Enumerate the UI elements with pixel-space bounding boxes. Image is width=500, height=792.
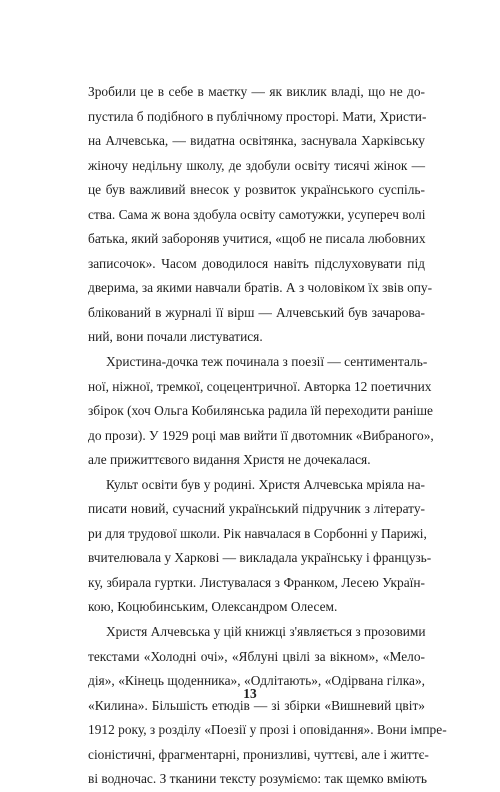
text-line: сіоністичні, фрагментарні, пронизливі, чуттєві, але і життє- — [88, 746, 429, 762]
text-line: ку, збирала гуртки. Листувалася з Франком, Лесею Україн- — [88, 574, 425, 590]
text-line: це був важливий внесок у розвиток українського суспіль- — [88, 182, 425, 198]
text-line: «Килина». Більшість етюдів — зі збірки «Вишневий цвіт» — [88, 697, 425, 713]
text-line: писати новий, сучасний український підручник з літерату- — [88, 501, 425, 517]
text-line: кою, Коцюбинським, Олександром Олесем. — [88, 599, 338, 615]
text-line: ний, вони почали листуватися. — [88, 329, 263, 345]
page-number: 13 — [243, 686, 257, 701]
text-line: вчителювала у Харкові — викладала українську і французь- — [88, 550, 432, 566]
text-line: блікований в журналі її вірш — Алчевський був зачарова- — [88, 304, 425, 320]
text-line: ві водночас. З тканини тексту розуміємо: так щемко вміють — [88, 771, 427, 787]
text-line: на Алчевська, — видатна освітянка, заснувала Харківську — [88, 133, 425, 149]
text-line: записочок». Часом доводилося навіть підслуховувати під — [88, 255, 425, 271]
text-line: але прижиттєвого видання Христя не дочекалася. — [88, 452, 371, 468]
text-line: збірок (хоч Ольга Кобилянська радила їй переходити раніше — [88, 403, 433, 419]
text-line: жіночу недільну школу, де здобули освіту тисячі жінок — — [88, 157, 425, 173]
text-line: ної, ніжної, тремкої, соцецентричної. Авторка 12 поетичних — [88, 378, 432, 394]
text-line: ства. Сама ж вона здобула освіту самотужки, усупереч волі — [88, 206, 426, 222]
text-line: Христя Алчевська у цій книжці з'являється з прозовими — [106, 624, 426, 640]
text-line: дія», «Кінець щоденника», «Одлітають», «Одірвана гілка», — [88, 673, 425, 689]
text-line: Зробили це в себе в маєтку — як виклик владі, що не до- — [88, 84, 425, 99]
text-line: текстами «Холодні очі», «Яблуні цвілі за вікном», «Мело- — [88, 648, 425, 664]
text-line: 1912 року, з розділу «Поезії у прозі і оповідання». Вони імпре- — [88, 722, 447, 738]
text-line: батька, який забороняв учитися, «щоб не писала любовних — [88, 231, 426, 247]
text-line: дверима, за якими навчали братів. А з чоловіком їх звів опу- — [88, 280, 433, 296]
text-line: Культ освіти був у родині. Христя Алчевська мріяла на- — [106, 476, 425, 492]
text-line: ри для трудової школи. Рік навчалася в Сорбонні у Парижі, — [88, 525, 427, 541]
text-line: до прози). У 1929 році мав вийти її двотомник «Вибраного», — [88, 427, 434, 443]
text-line: Христина-дочка теж починала з поезії — сентименталь- — [106, 354, 428, 370]
text-line: пустила б подібного в публічному просторі. Мати, Христи- — [88, 108, 427, 124]
